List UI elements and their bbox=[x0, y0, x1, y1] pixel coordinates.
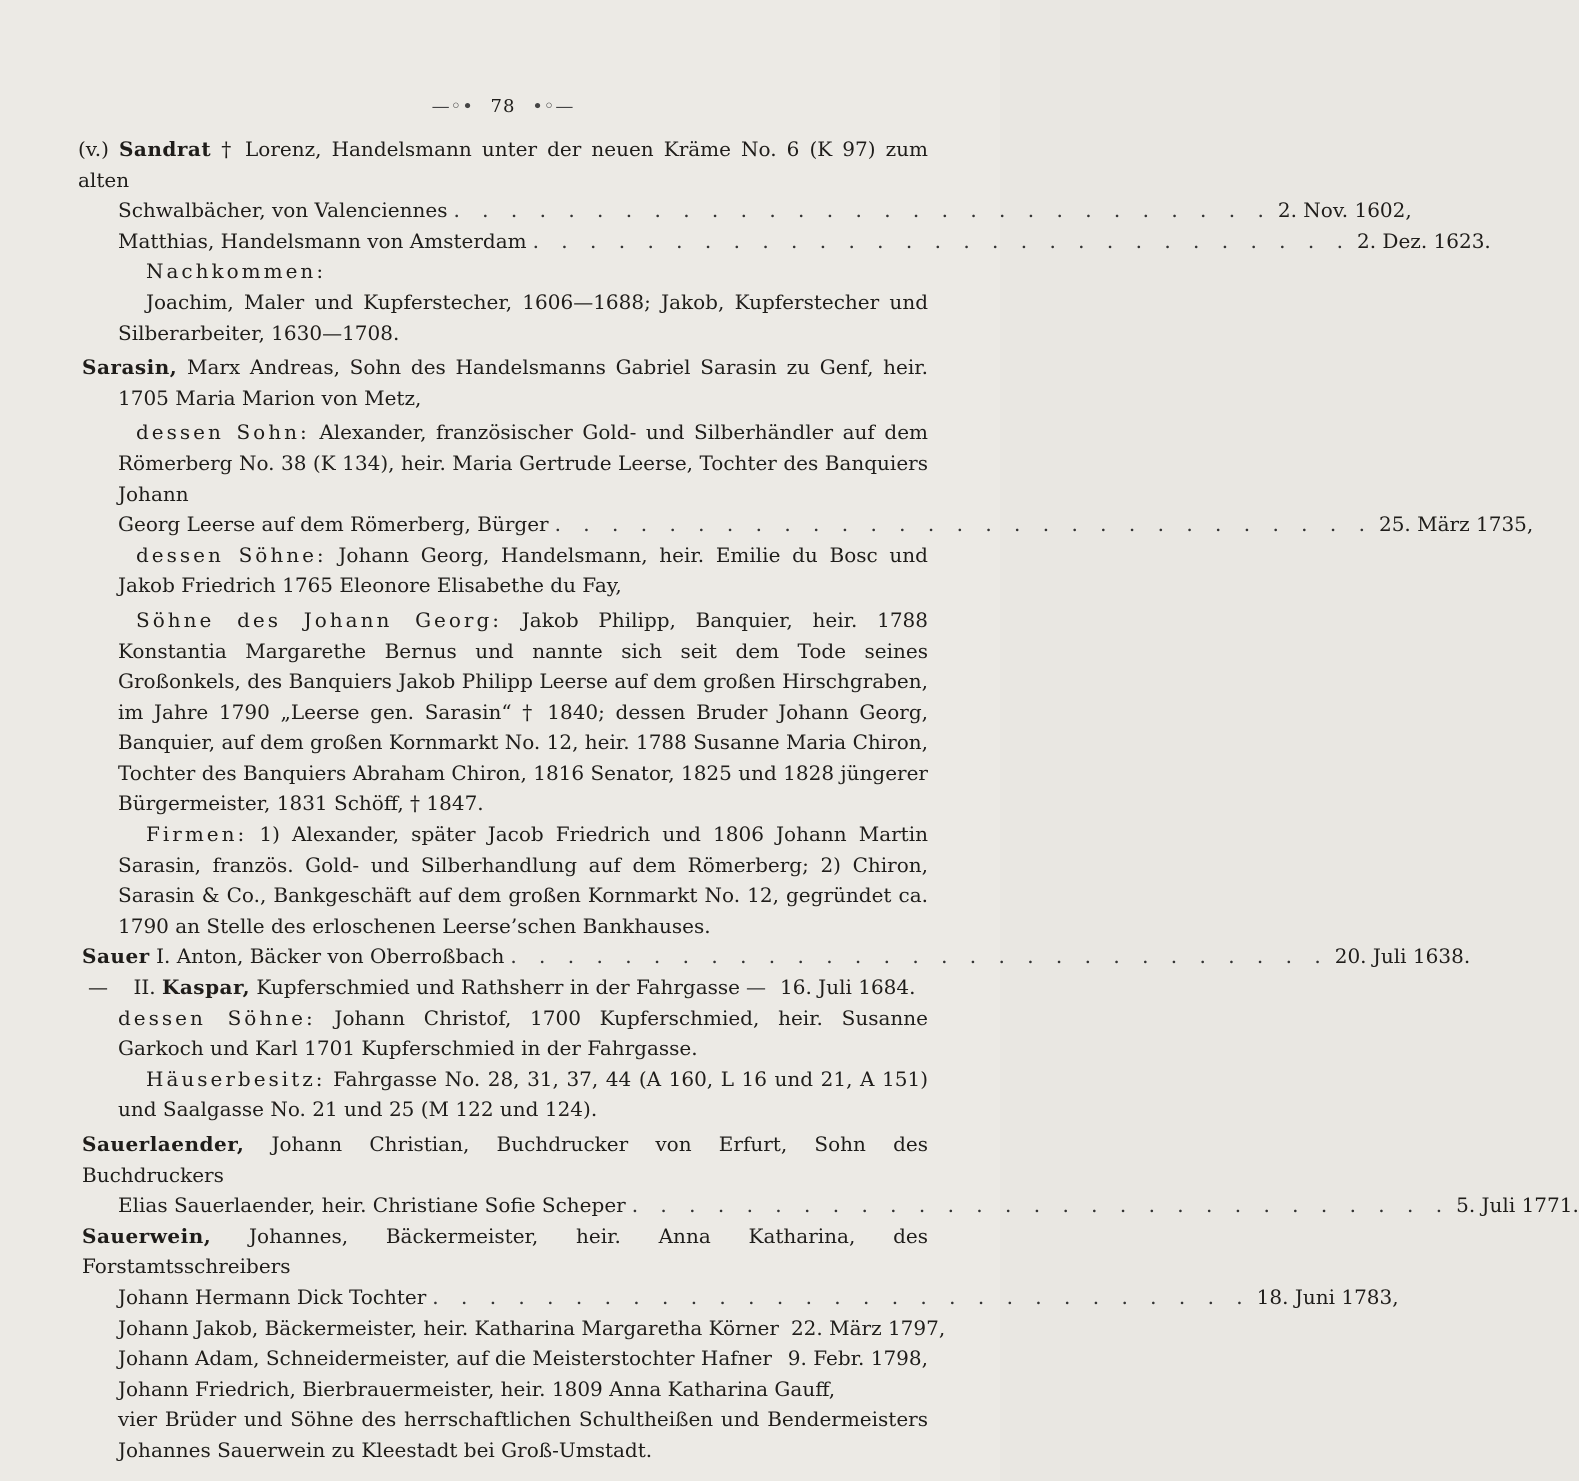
entry-text: Joachim, Maler und Kupferstecher, 1606—1688; Jakob, Kupferstecher und Silberarbeiter, 1630—1708. bbox=[118, 289, 928, 345]
entry-name: Sarasin, bbox=[82, 355, 178, 380]
entry-date: 2. Dez. 1623. bbox=[1356, 228, 1491, 253]
entry-prefix: (v.) bbox=[78, 137, 109, 161]
entry-text: Johann Christof, 1700 Kupferschmied, heir. Susanne Garkoch und Karl 1701 Kupferschmied in der Fahrgasse. bbox=[118, 1005, 928, 1061]
entry-label: dessen Söhne: bbox=[118, 1005, 316, 1030]
entry-sauerlaender bbox=[82, 1129, 1579, 1221]
entry-date: 20. Juli 1638. bbox=[1334, 944, 1471, 969]
entry-label: dessen Sohn: bbox=[136, 420, 310, 445]
dot-leader: . . . . . . . . . . . . . . . . . . . . . . . . . . . . . bbox=[554, 512, 1373, 537]
entry-text: Elias Sauerlaender, heir. Christiane Sofie Scheper bbox=[118, 1193, 626, 1218]
entry-text: Fahrgasse No. 28, 31, 37, 44 (A 160, L 16 und 21, A 151) und Saalgasse No. 21 und 25 (M 122 und 124). bbox=[118, 1066, 928, 1122]
entry-dash: — bbox=[88, 975, 108, 1000]
entry-sarasin-grandsons bbox=[118, 605, 928, 819]
page-number: 78 bbox=[490, 96, 516, 117]
entry-name: Sauerwein, bbox=[82, 1223, 212, 1248]
entry-text: Jakob Philipp, Banquier, heir. 1788 Konstantia Margarethe Bernus und nannte sich seit dem Tode seines Großonkels, des Banquiers Jakob Philipp Leerse auf dem großen Hirschgraben, im Jahre 1790 „Leerse gen. Sarasin“ † 1840; dessen Bruder Johann Georg, Banquier, auf dem großen Kornmarkt No. 12, heir. 1788 Susanne Maria Chiron, Tochter des Banquiers Abraham Chiron, 1816 Senator, 1825 und 1828 jüngerer Bürgermeister, 1831 Schöff, † 1847. bbox=[118, 607, 929, 816]
dot-leader: . . . . . . . . . . . . . . . . . . . . . . . . . . . . . bbox=[453, 198, 1272, 223]
entry-sauer-lead2 bbox=[88, 972, 740, 1003]
entry-sauerwein-line4 bbox=[118, 1343, 928, 1374]
entry-text: Johann Jakob, Bäckermeister, heir. Katharina Margaretha Körner bbox=[118, 1315, 779, 1340]
dot-leader: . . . . . . . . . . . . . . . . . . . . . . . . . . . . . bbox=[510, 944, 1329, 969]
entry-date: 25. März 1735, bbox=[1378, 512, 1534, 537]
dot-leader: . . . . . . . . . . . . . . . . . . . . . . . . . . . . . bbox=[432, 1284, 1251, 1309]
entry-sarasin-son-last bbox=[118, 509, 1534, 540]
entry-text: 1) Alexander, später Jacob Friedrich und 1806 Johann Martin Sarasin, französ. Gold- und Silberhandlung auf dem Römerberg; 2) Chiron, Sarasin & Co., Bankgeschäft auf dem großen Kornmarkt No. 12, gegründet ca. 1790 an Stelle des erloschenen Leerse’schen Bankhauses. bbox=[118, 822, 928, 938]
page-body bbox=[78, 134, 1579, 1466]
entry-sauerwein bbox=[82, 1221, 1399, 1466]
entry-text: Matthias, Handelsmann von Amsterdam bbox=[118, 228, 527, 253]
entry-sauer bbox=[82, 941, 1471, 1125]
ornament-left: —◦• bbox=[431, 96, 474, 117]
entry-sarasin-son bbox=[118, 417, 928, 509]
entry-date: 5. Juli 1771. bbox=[1456, 1193, 1579, 1218]
entry-sauerwein-line2 bbox=[118, 1282, 1399, 1313]
entry-date: 18. Juni 1783, bbox=[1256, 1284, 1399, 1309]
entry-sarasin-firms bbox=[118, 819, 928, 941]
entry-sandrat-line1 bbox=[78, 134, 928, 195]
entry-label: Söhne des Johann Georg: bbox=[136, 607, 503, 632]
entry-text: Kupferschmied und Rathsherr in der Fahrgasse bbox=[256, 975, 741, 1000]
entry-name: Sandrat bbox=[118, 137, 212, 161]
entry-roman: II. bbox=[133, 975, 156, 1000]
entry-sauerlaender-line2 bbox=[118, 1190, 1579, 1221]
entry-sauer-line2 bbox=[88, 972, 928, 1003]
entry-label: Häuserbesitz: bbox=[146, 1066, 326, 1091]
entry-sauerwein-line5: Johann Friedrich, Bierbrauermeister, heir. 1809 Anna Katharina Gauff, bbox=[118, 1376, 836, 1401]
entry-text: Johann Georg, Handelsmann, heir. Emilie du Bosc und Jakob Friedrich 1765 Eleonore Elisabethe du Fay, bbox=[118, 542, 928, 598]
entry-date: 22. März 1797, bbox=[790, 1315, 946, 1340]
entry-sarasin-sons bbox=[118, 540, 928, 601]
entry-text: Johann Hermann Dick Tochter bbox=[118, 1284, 427, 1309]
entry-sarasin bbox=[82, 352, 1534, 941]
entry-text: Marx Andreas, Sohn des Handelsmanns Gabriel Sarasin zu Genf, heir. 1705 Maria Marion von Metz, bbox=[118, 355, 928, 410]
entry-text: † Lorenz, Handelsmann unter der neuen Kräme No. 6 (K 97) zum alten bbox=[78, 137, 928, 192]
entry-text: Alexander, französischer Gold- und Silberhändler auf dem Römerberg No. 38 (K 134), heir. Maria Gertrude Leerse, Tochter des Banquiers Johann bbox=[118, 420, 929, 506]
entry-text: Schwalbächer, von Valenciennes bbox=[118, 198, 448, 223]
entry-text: Georg Leerse auf dem Römerberg, Bürger bbox=[118, 512, 549, 537]
entry-text: Johann Adam, Schneidermeister, auf die Meisterstochter Hafner bbox=[118, 1346, 772, 1371]
dot-leader: . . . . . . . . . . . . . . . . . . . . . . . . . . . . . bbox=[631, 1193, 1451, 1218]
page-header bbox=[78, 96, 928, 134]
entry-text: Johannes, Bäckermeister, heir. Anna Katharina, des Forstamtsschreibers bbox=[82, 1223, 928, 1279]
entry-sauer-sons bbox=[118, 1003, 928, 1064]
entry-sarasin-intro bbox=[82, 352, 928, 413]
entry-sauer-lead bbox=[82, 941, 504, 972]
entry-text: I. Anton, Bäcker von Oberroßbach bbox=[156, 944, 505, 969]
entry-sauer-property bbox=[118, 1064, 928, 1125]
entry-label: Firmen: bbox=[146, 822, 248, 847]
entry-name: Sauerlaender, bbox=[82, 1132, 245, 1156]
dot-leader: . . . . . . . . . . . . . . . . . . . . . . . . . . . . . bbox=[532, 228, 1351, 253]
entry-sauerwein-line1 bbox=[82, 1221, 928, 1282]
entry-label: Nachkommen: bbox=[146, 259, 327, 284]
entry-sandrat-line2 bbox=[118, 195, 1412, 226]
entry-sauerlaender-line1 bbox=[82, 1129, 928, 1190]
entry-sandrat bbox=[78, 134, 1491, 348]
entry-label: dessen Söhne: bbox=[136, 542, 327, 567]
entry-name: Kaspar, bbox=[161, 975, 251, 1000]
entry-date: 2. Nov. 1602, bbox=[1277, 198, 1412, 223]
entry-sandrat-line3 bbox=[118, 226, 1491, 257]
entry-name: Sauer bbox=[82, 944, 150, 969]
entry-sauerwein-line3 bbox=[118, 1313, 946, 1344]
entry-sauer-line1 bbox=[82, 941, 1471, 972]
ornament-right: •◦— bbox=[532, 96, 575, 117]
entry-date: 9. Febr. 1798, bbox=[787, 1346, 928, 1371]
entry-text: Johann Christian, Buchdrucker von Erfurt, Sohn des Buchdruckers bbox=[82, 1132, 929, 1187]
entry-sauerwein-line6: vier Brüder und Söhne des herrschaftlichen Schultheißen und Bendermeisters Johannes Sauerwein zu Kleestadt bei Groß-Umstadt. bbox=[118, 1407, 928, 1462]
dot-leader: — bbox=[746, 975, 775, 1000]
entry-date: 16. Juli 1684. bbox=[780, 975, 916, 1000]
